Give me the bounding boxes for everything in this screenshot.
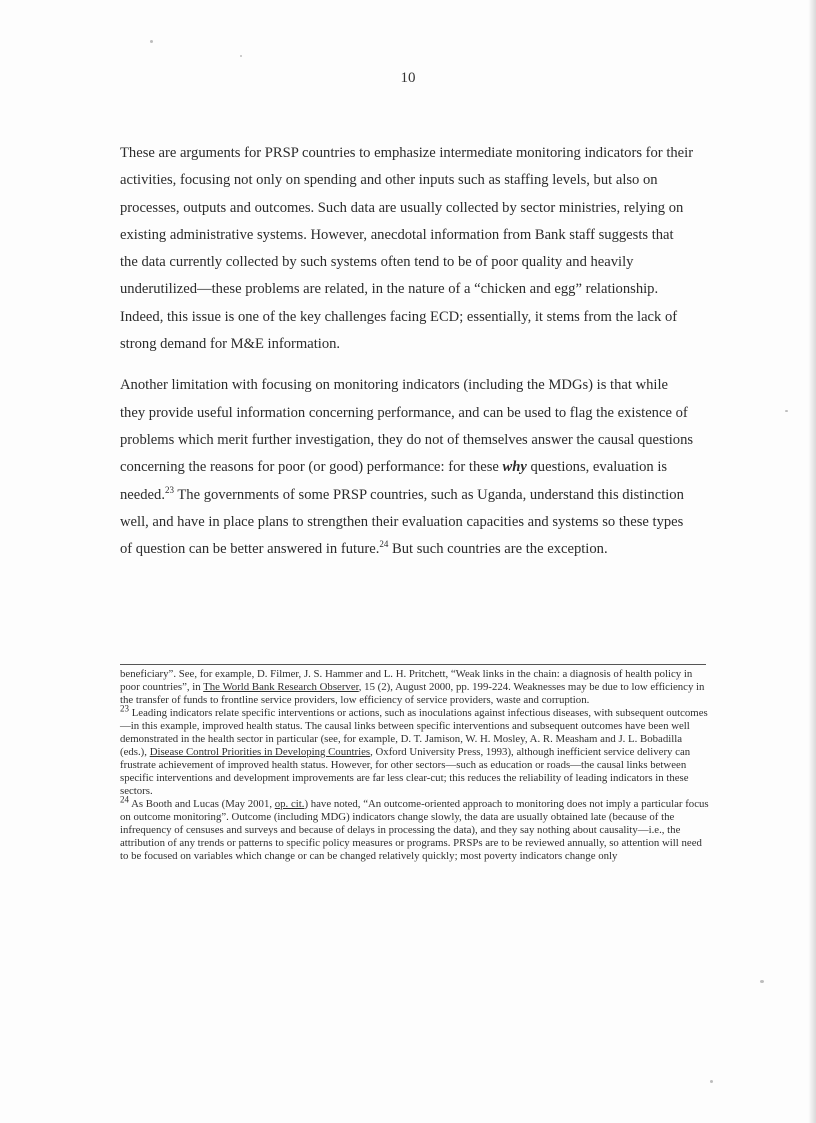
- scan-speck: [150, 40, 153, 43]
- footnote-23-text-b: , Oxford University Press, 1993), although inefficient service delivery can frustrate achievement of improved health status. However, for other sectors—such as education or roads—the causal links between specific interventions and development improvements are far less clear-cut; this reduces the reliability of leading indicators in these sectors.: [120, 746, 691, 797]
- scan-speck: [785, 410, 788, 412]
- scan-speck: [760, 980, 764, 983]
- footnote-24-text-a: As Booth and Lucas (May 2001,: [129, 798, 275, 810]
- footnote-24: [120, 794, 710, 863]
- footnote-source-title: The World Bank Research Observer: [203, 681, 359, 693]
- body-text: [120, 140, 695, 577]
- footnote-24-ref: op. cit.: [274, 798, 305, 810]
- footnote-23: [120, 703, 710, 798]
- paragraph-2: [120, 372, 695, 563]
- footnote-divider: [120, 664, 706, 665]
- page-number: 10: [400, 70, 416, 86]
- footnote-24-number: 24: [120, 794, 129, 805]
- footnote-ref-24[interactable]: 24: [379, 539, 389, 550]
- paragraph-2-text-b: questions, evaluation is needed.: [120, 459, 668, 503]
- scan-speck: [240, 55, 242, 57]
- footnote-24-text-b: ) have noted, “An outcome-oriented approach to monitoring does not imply a particular focus on outcome monitoring”. Outcome (including MDG) indicators change slowly, the data are usually obtained late (because of the infrequency of censuses and surveys and because of delays in processing the data), and they say nothing about causality—i.e., the attribution of any trends or patterns to specific policy measures or programs. PRSPs are to be reviewed annually, so attention will need to be focused on variables which change or can be changed relatively quickly; most poverty indicators change only: [120, 798, 709, 862]
- paragraph-2-text-d: But such countries are the exception.: [388, 541, 608, 558]
- paragraph-2-text-a: Another limitation with focusing on monitoring indicators (including the MDGs) is that while they provide useful information concerning performance, and can be used to flag the existence of problems which merit further investigation, they do not of themselves answer the causal questions concerning the reasons for poor (or good) performance: for these: [120, 377, 694, 476]
- footnotes: [120, 668, 710, 863]
- scan-edge-shadow: [808, 0, 816, 1123]
- footnote-continued: [120, 668, 710, 707]
- paragraph-1: These are arguments for PRSP countries to emphasize intermediate monitoring indicators for their activities, focusing not only on spending and other inputs such as staffing levels, but also on processes, outputs and outcomes. Such data are usually collected by sector ministries, relying on existing administrative systems. However, anecdotal information from Bank staff suggests that the data currently collected by such systems often tend to be of poor quality and heavily underutilized—these problems are related, in the nature of a “chicken and egg” relationship. Indeed, this issue is one of the key challenges facing ECD; essentially, it stems from the lack of strong demand for M&E information.: [120, 145, 694, 353]
- footnote-continued-text-a: beneficiary”. See, for example, D. Filmer, J. S. Hammer and L. H. Pritchett, “Weak links in the chain: a diagnosis of health policy in poor countries”, in: [120, 668, 693, 693]
- footnote-continued-text-b: , 15 (2), August 2000, pp. 199-224. Weaknesses may be due to low efficiency in the transfer of funds to frontline service providers, low efficiency of service providers, waste and corruption.: [120, 681, 705, 706]
- paragraph-2-text-c: The governments of some PRSP countries, such as Uganda, understand this distinction well, and have in place plans to strengthen their evaluation capacities and systems so these types of question can be better answered in future.: [120, 486, 684, 558]
- footnote-ref-23[interactable]: 23: [164, 484, 174, 495]
- emphasis-why: why: [502, 459, 527, 476]
- footnote-23-number: 23: [120, 703, 129, 714]
- footnote-23-text-a: Leading indicators relate specific interventions or actions, such as inoculations against infectious diseases, with subsequent outcomes—in this example, improved health status. The causal links between specific interventions and subsequent outcomes have been well demonstrated in the health sector in particular (see, for example, D. T. Jamison, W. H. Mosley, A. R. Measham and J. L. Bobadilla (eds.),: [120, 707, 708, 758]
- footnote-23-source-title: Disease Control Priorities in Developing Countries: [149, 746, 371, 758]
- scan-speck: [710, 1080, 713, 1083]
